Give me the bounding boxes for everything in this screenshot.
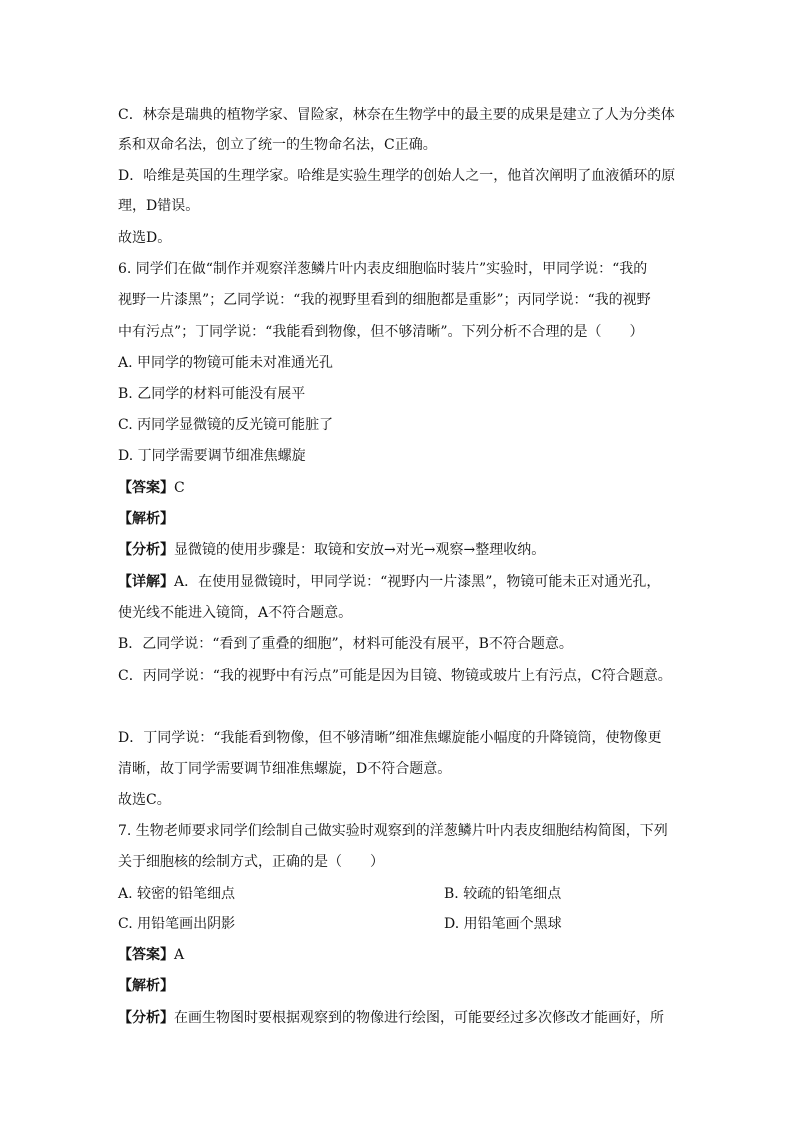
- answer-label: 【答案】: [118, 947, 174, 963]
- xiangjie-line: [118, 573, 660, 591]
- text-line: D．哈维是英国的生理学家。哈维是实验生理学的创始人之一，他首次阐明了血液循环的原: [118, 168, 676, 184]
- text-line: B．乙同学说：“看到了重叠的细胞”，材料可能没有展平，B不符合题意。: [118, 636, 573, 652]
- text-line: 故选C。: [118, 792, 171, 808]
- fenxi-label: 【分析】: [118, 542, 174, 558]
- fenxi-text: 在画生物图时要根据观察到的物像进行绘图，可能要经过多次修改才能画好，所: [174, 1010, 664, 1026]
- fenxi-text: 显微镜的使用步骤是：取镜和安放→对光→观察→整理收纳。: [174, 542, 546, 558]
- xiangjie-label: 【详解】: [118, 574, 174, 590]
- question-6-text: 中有污点”；丁同学说：“我能看到物像，但不够清晰”。下列分析不合理的是（ ）: [118, 324, 644, 340]
- option-a: A. 甲同学的物镜可能未对准通光孔: [118, 355, 334, 371]
- option-d: D. 丁同学需要调节细准焦螺旋: [118, 448, 306, 464]
- answer-value: A: [174, 947, 185, 963]
- analysis-label: 【解析】: [118, 978, 174, 994]
- question-7-text: 关于细胞核的绘制方式，正确的是（ ）: [118, 854, 384, 870]
- option-b: B. 较疏的铅笔细点: [444, 886, 562, 902]
- question-7-text: 7. 生物老师要求同学们绘制自己做实验时观察到的洋葱鳞片叶内表皮细胞结构简图，下列: [118, 823, 668, 839]
- answer-line: [118, 946, 184, 964]
- xiangjie-text: A．在使用显微镜时，甲同学说：“视野内一片漆黑”，物镜可能未正对通光孔，: [174, 574, 661, 590]
- fenxi-line: [118, 1009, 664, 1027]
- answer-label: 【答案】: [118, 480, 174, 496]
- question-6-text: 6. 同学们在做“制作并观察洋葱鳞片叶内表皮细胞临时装片”实验时，甲同学说：“我的: [118, 261, 648, 277]
- answer-value: C: [174, 480, 185, 496]
- fenxi-line: [118, 541, 545, 559]
- answer-line: [118, 479, 185, 497]
- question-6-text: 视野一片漆黑”；乙同学说：“我的视野里看到的细胞都是重影”；丙同学说：“我的视野: [118, 292, 651, 308]
- text-line: D．丁同学说：“我能看到物像，但不够清晰”细准焦螺旋能小幅度的升降镜筒，使物像更: [118, 730, 662, 746]
- text-line: C．林奈是瑞典的植物学家、冒险家，林奈在生物学中的最主要的成果是建立了人为分类体: [118, 107, 675, 123]
- fenxi-label: 【分析】: [118, 1010, 174, 1026]
- text-line: C．丙同学说：“我的视野中有污点”可能是因为目镜、物镜或玻片上有污点，C符合题意。: [118, 668, 672, 684]
- option-d: D. 用铅笔画个黑球: [444, 916, 562, 932]
- option-c: C. 丙同学显微镜的反光镜可能脏了: [118, 417, 334, 433]
- text-line: 理，D错误。: [118, 198, 200, 214]
- text-line: 故选D。: [118, 230, 172, 246]
- text-line: 系和双命名法，创立了统一的生物命名法，C正确。: [118, 137, 437, 153]
- text-line: 清晰，故丁同学需要调节细准焦螺旋，D不符合题意。: [118, 761, 452, 777]
- option-a: A. 较密的铅笔细点: [118, 886, 236, 902]
- analysis-label: 【解析】: [118, 511, 174, 527]
- option-b: B. 乙同学的材料可能没有展平: [118, 386, 306, 402]
- option-c: C. 用铅笔画出阴影: [118, 916, 236, 932]
- text-line: 使光线不能进入镜筒，A不符合题意。: [118, 605, 353, 621]
